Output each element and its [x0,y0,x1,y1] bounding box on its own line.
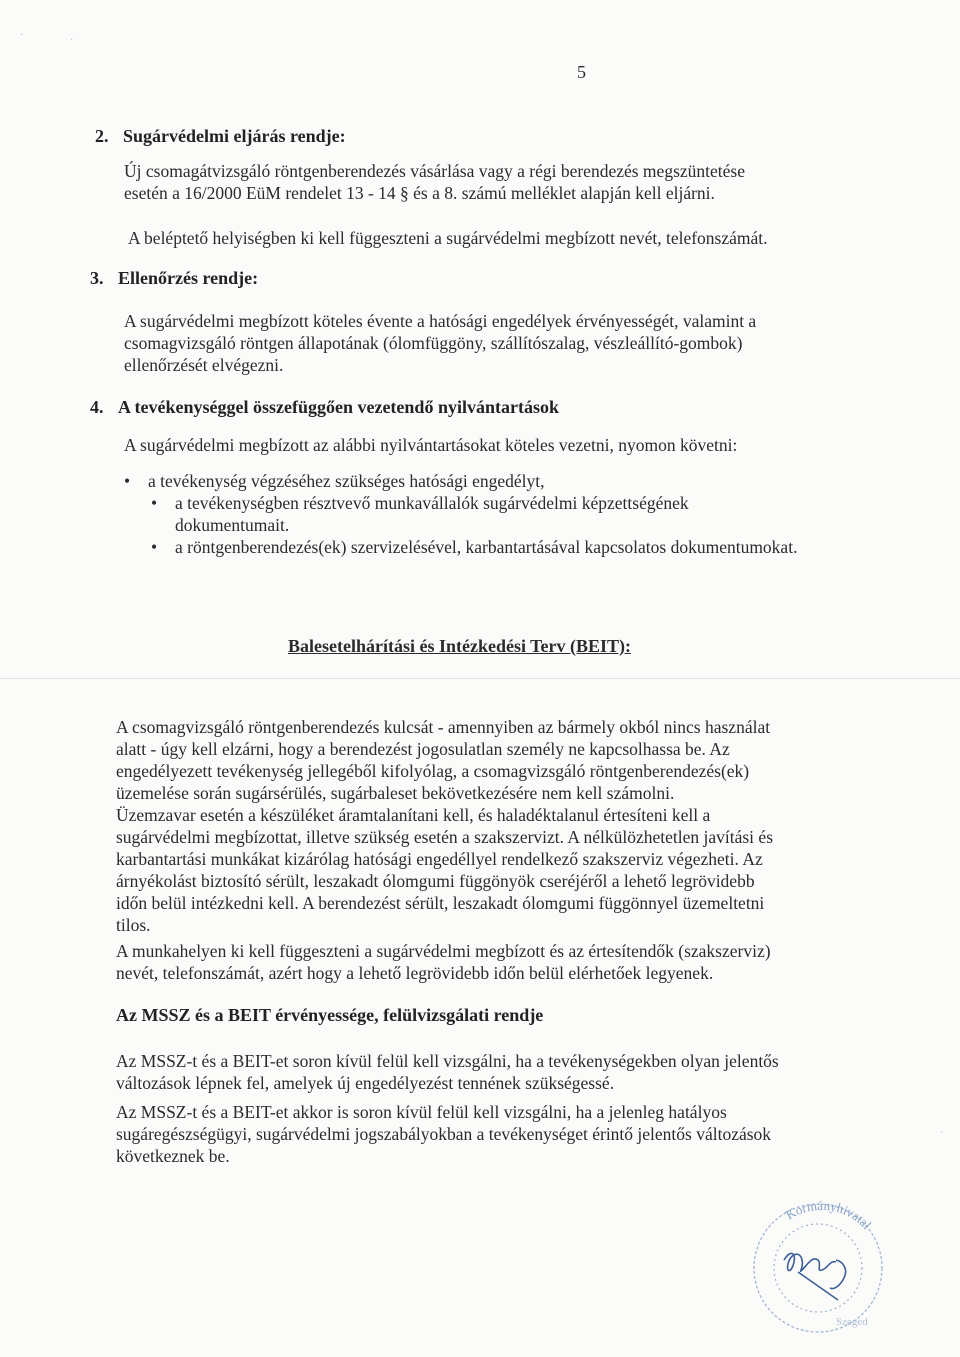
text-line: A csomagvizsgáló röntgenberendezés kulcsát - amennyiben az bármely okból nincs használat [116,717,771,737]
signature-icon [784,1253,846,1300]
text-line: engedélyezett tevékenység jellegéből kifolyólag, a csomagvizsgáló röntgenberendezés(ek) [116,761,750,781]
bullet-icon: • [151,537,158,557]
text-line: sugárvédelmi megbízottat, illetve szükség esetén a szakszervizt. A nélkülözhetetlen javítási és [116,827,774,847]
text-line: Új csomagátvizsgáló röntgenberendezés vásárlása vagy a régi berendezés megszüntetése [124,161,745,181]
validity-paragraph-2 [116,1101,864,1167]
text-line: Üzemzavar esetén a készüléket áramtalanítani kell, és haladéktalanul értesíteni kell a [116,805,711,825]
beit-paragraph-2 [116,940,842,984]
text-line: következnek be. [116,1146,230,1166]
validity-paragraph [116,1050,864,1094]
list-item-continuation [175,514,289,536]
section-number: 2. [95,126,109,146]
official-stamp [740,1190,900,1340]
text-line: Az MSSZ-t és a BEIT-et akkor is soron kívül felül kell vizsgálni, ha a jelenleg hatályos [116,1102,727,1122]
text-line: üzemelése során sugársérülés, sugárbaleset bekövetkezésére nem kell számolni. [116,783,675,803]
scan-speck: · [70,35,74,46]
list-item [151,492,689,514]
text-line: A munkahelyen ki kell függeszteni a sugárvédelmi megbízott és az értesítendők (szakszerviz) [116,941,771,961]
section-title: Sugárvédelmi eljárás rendje: [123,126,346,146]
text-line: alatt - úgy kell elzárni, hogy a berendezést jogosulatlan személy ne kapcsolhassa be. Az [116,739,730,759]
section-2-paragraph [124,160,866,204]
list-item [124,470,545,492]
section-number: 4. [90,397,104,417]
text-line: időn belül intézkedni kell. A berendezést sérült, leszakadt ólomgumi függönnyel üzemeltetni [116,893,765,913]
beit-title: Balesetelhárítási és Intézkedési Terv (BEIT): [288,636,631,656]
section-title: Ellenőrzés rendje: [118,268,259,288]
beit-paragraph [116,716,842,936]
text-line: Az MSSZ-t és a BEIT-et soron kívül felül kell vizsgálni, ha a tevékenységekben olyan jelentős [116,1051,779,1071]
text-line: sugáregészségügyi, sugárvédelmi jogszabályokban a tevékenységet érintő jelentős változások [116,1124,772,1144]
text-line: karbantartási munkákat kizárólag hatósági engedéllyel rendelkező szakszerviz végezheti. Az [116,849,763,869]
section-2-notice: A beléptető helyiségben ki kell függeszteni a sugárvédelmi megbízott nevét, telefonszámát. [128,228,768,248]
svg-text:Kormányhivatal: Kormányhivatal [782,1197,875,1233]
bullet-icon: • [124,471,131,491]
text-line: változások lépnek fel, amelyek új engedélyezést tennének szükségessé. [116,1073,615,1093]
svg-text:Szeged: Szeged [836,1316,868,1328]
text-line: esetén a 16/2000 EüM rendelet 13 - 14 § és a 8. számú melléklet alapján kell eljárni. [124,183,715,203]
section-number: 3. [90,268,104,288]
scan-speck: · [940,1128,944,1139]
list-item-text: a röntgenberendezés(ek) szervizelésével, karbantartásával kapcsolatos dokumentumokat. [175,537,798,557]
section-2-heading [95,126,346,147]
validity-heading: Az MSSZ és a BEIT érvényessége, felülvizsgálati rendje [116,1005,544,1025]
section-4-heading [90,397,559,418]
section-4-intro: A sugárvédelmi megbízott az alábbi nyilvántartásokat köteles vezetni, nyomon követni: [124,435,738,455]
bullet-icon: • [151,493,158,513]
page-number: 5 [577,62,586,82]
text-line: árnyékolást biztosító sérült, leszakadt ólomgumi függönyök cseréjéről a lehető legrövidebb [116,871,755,891]
list-item-text: a tevékenység végzéséhez szükséges hatósági engedélyt, [148,471,545,491]
list-item-text: dokumentumait. [175,515,290,535]
fold-line [0,678,960,679]
text-line: csomagvizsgáló röntgen állapotának (ólomfüggöny, szállítószalag, vészleállító-gombok) [124,333,743,353]
section-3-paragraph [124,310,866,376]
section-3-heading [90,268,258,289]
list-item-text: a tevékenységben résztvevő munkavállalók sugárvédelmi képzettségének [175,493,689,513]
list-item [151,536,798,558]
text-line: nevét, telefonszámát, azért hogy a lehető legrövidebb időn belül elérhetőek legyenek. [116,963,714,983]
text-line: tilos. [116,915,151,935]
scan-speck: · [20,30,24,41]
section-title: A tevékenységgel összefüggően vezetendő nyilvántartások [118,397,559,417]
text-line: ellenőrzését elvégezni. [124,355,284,375]
text-line: A sugárvédelmi megbízott köteles évente a hatósági engedélyek érvényességét, valamint a [124,311,757,331]
